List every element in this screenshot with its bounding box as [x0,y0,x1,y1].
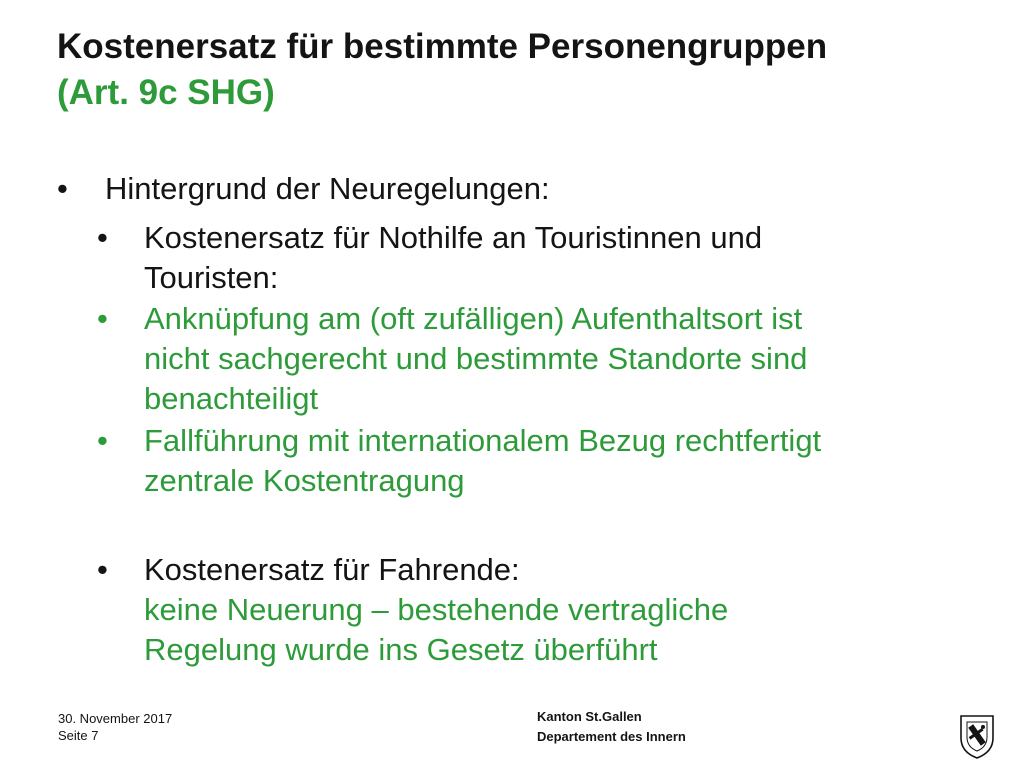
sub-bullet-tourists [97,218,997,298]
footer-organization: Kanton St.Gallen [537,709,642,724]
slide-title-article: (Art. 9c SHG) [57,73,275,112]
text-line: Kostenersatz für Fahrende: [144,552,520,587]
st-gallen-coat-of-arms-icon [957,710,997,760]
text-line: Regelung wurde ins Gesetz überführt [144,632,658,667]
sub-bullet-text [144,218,994,298]
slide-title [57,24,997,116]
sub-bullet-text [144,299,994,419]
text-line: nicht sachgerecht und bestimmte Standorte sind [144,341,808,376]
bullet-dot: • [97,220,108,255]
footer-date: 30. November 2017 [58,711,173,726]
sub-bullet-text [144,421,994,501]
text-line: Anknüpfung am (oft zufälligen) Aufenthaltsort ist [144,301,803,336]
text-line: Fallführung mit internationalem Bezug rechtfertigt [144,423,822,458]
text-line: benachteiligt [144,381,319,416]
bullet-dot: • [97,301,108,336]
footer-department: Departement des Innern [537,729,686,744]
footer-page-number: Seite 7 [58,728,99,743]
main-bullet-text: Hintergrund der Neuregelungen: [105,171,550,206]
text-line: zentrale Kostentragung [144,463,465,498]
sub-bullet-travellers [97,550,997,670]
text-line: Kostenersatz für Nothilfe an Touristinnen und [144,220,763,255]
bullet-dot: • [97,552,108,587]
slide-title-main: Kostenersatz für bestimmte Personengruppen [57,27,828,66]
bullet-dot: • [57,171,68,206]
bullet-dot: • [97,423,108,458]
sub-bullet-text [144,550,994,670]
sub-bullet-location [97,299,997,419]
sub-bullet-international [97,421,997,501]
text-line: Touristen: [144,260,279,295]
text-line: keine Neuerung – bestehende vertragliche [144,592,729,627]
